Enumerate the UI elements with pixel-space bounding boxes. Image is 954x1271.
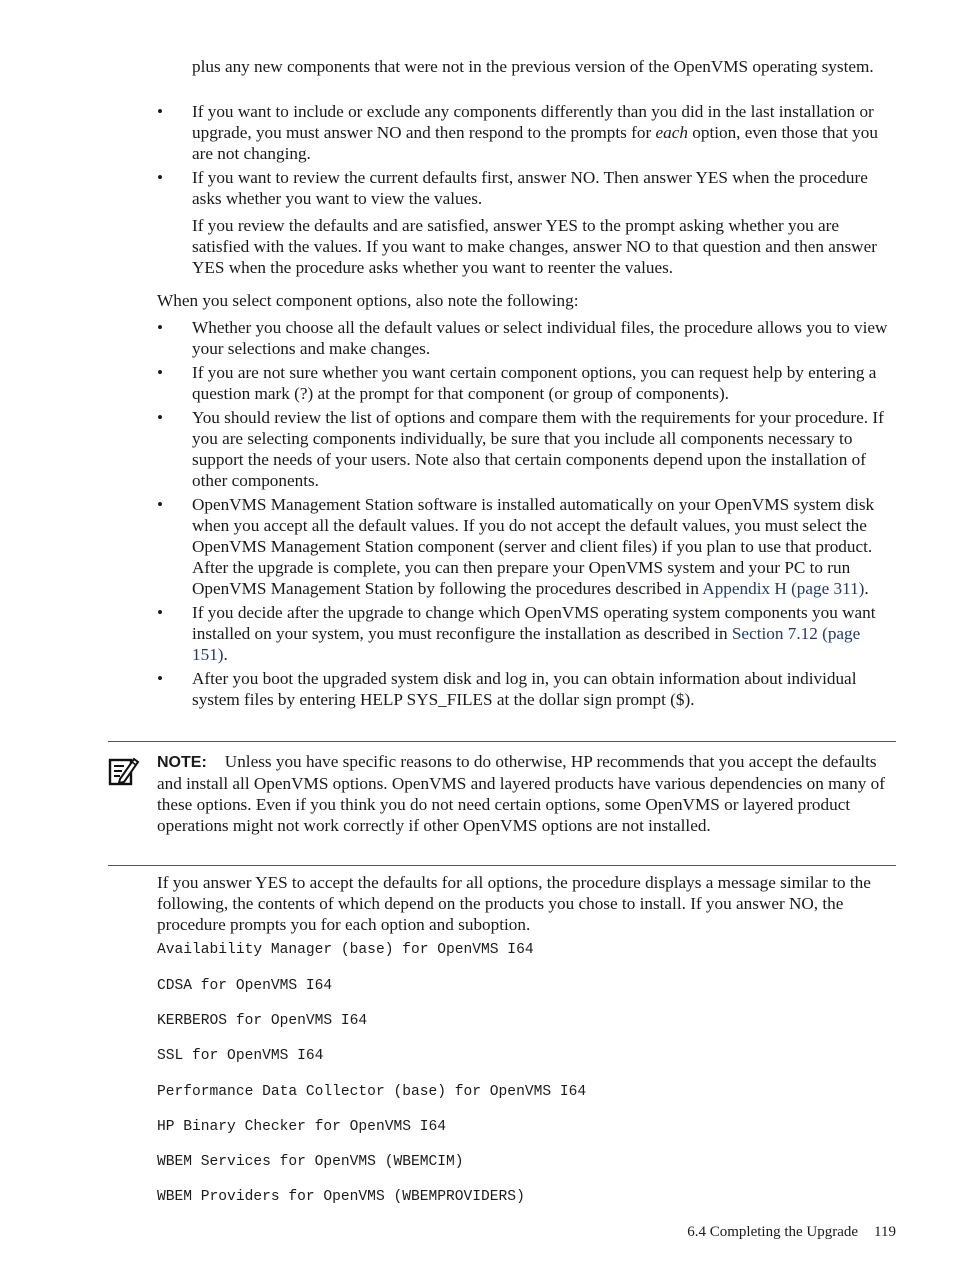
list-item: [157, 167, 900, 278]
list-item: [157, 602, 900, 665]
list-item: [157, 407, 900, 491]
bullet-list-top: [157, 101, 900, 281]
list-item: [157, 317, 900, 359]
note-box: [108, 741, 896, 866]
bullet-marker: •: [157, 168, 164, 187]
code-line: WBEM Services for OpenVMS (WBEMCIM): [157, 1154, 464, 1170]
footer-section-title: 6.4 Completing the Upgrade: [687, 1224, 859, 1240]
bullet-text: If you want to include or exclude any components differently than you did in the last installation or upgrade, you must answer NO and then respond to the prompts for each option, even those that you are not changing.: [192, 102, 878, 163]
code-line: Performance Data Collector (base) for OpenVMS I64: [157, 1084, 587, 1100]
page-number: 119: [874, 1224, 896, 1240]
code-line: CDSA for OpenVMS I64: [157, 978, 333, 994]
page-footer: [687, 1222, 896, 1243]
intro-continuation: plus any new components that were not in the previous version of the OpenVMS operating system.: [192, 57, 874, 76]
bullet-text: Whether you choose all the default values or select individual files, the procedure allows you to view your selections and make changes.: [192, 318, 888, 358]
bullet-marker: •: [157, 603, 164, 622]
bullet-text: If you are not sure whether you want certain component options, you can request help by entering a question mark (?) at the prompt for that component (or group of components).: [192, 363, 877, 403]
list-item: [157, 101, 900, 164]
bullet-text: After you boot the upgraded system disk and log in, you can obtain information about individual system files by entering HELP SYS_FILES at the dollar sign prompt ($).: [192, 669, 857, 709]
list-item: [157, 494, 900, 599]
bullet-text: If you want to review the current defaults first, answer NO. Then answer YES when the procedure asks whether you want to view the values.: [192, 168, 868, 208]
bullet-marker: •: [157, 408, 164, 427]
bullet-marker: •: [157, 495, 164, 514]
bullet-list-main: [157, 317, 900, 713]
bullet-marker: •: [157, 363, 164, 382]
code-line: Availability Manager (base) for OpenVMS I64: [157, 942, 534, 958]
bullet-marker: •: [157, 318, 164, 337]
bullet-marker: •: [157, 669, 164, 688]
note-label: NOTE:: [157, 754, 207, 771]
appendix-h-link[interactable]: Appendix H (page 311): [702, 579, 865, 598]
code-line: SSL for OpenVMS I64: [157, 1048, 324, 1064]
code-line: KERBEROS for OpenVMS I64: [157, 1013, 368, 1029]
code-line: WBEM Providers for OpenVMS (WBEMPROVIDERS): [157, 1189, 525, 1205]
code-line: HP Binary Checker for OpenVMS I64: [157, 1119, 447, 1135]
list-item: [157, 668, 900, 710]
note-text: NOTE: Unless you have specific reasons to do otherwise, HP recommends that you accept the defaults and install all OpenVMS options. OpenVMS and layered products have various dependencies on many of these options. Even if you think you do not need certain options, some OpenVMS or layered product operations might not work correctly if other OpenVMS options are not installed.: [157, 752, 885, 835]
section-7-12-link[interactable]: Section 7.12 (page 151): [192, 624, 861, 664]
bullet-text: If you decide after the upgrade to change which OpenVMS operating system components you want installed on your system, you must reconfigure the installation as described in Section 7.12 (page 151).: [192, 603, 876, 664]
list-item: [157, 362, 900, 404]
component-options-intro: When you select component options, also note the following:: [157, 291, 579, 310]
defaults-paragraph: If you answer YES to accept the defaults for all options, the procedure displays a message similar to the following, the contents of which depend on the products you chose to install. If you answer NO, the procedure prompts you for each option and suboption.: [157, 873, 871, 934]
note-pencil-icon: [108, 755, 140, 787]
bullet-text: OpenVMS Management Station software is installed automatically on your OpenVMS system disk when you accept all the default values. If you do not accept the default values, you must select the OpenVMS Management Station component (server and client files) if you plan to use that product. After the upgrade is complete, you can then prepare your OpenVMS system and your PC to run OpenVMS Management Station by following the procedures described in Appendix H (page 311).: [192, 495, 875, 598]
bullet-marker: •: [157, 102, 164, 121]
bullet-text: You should review the list of options and compare them with the requirements for your procedure. If you are selecting components individually, be sure that you include all components necessary to support the needs of your users. Note also that certain components depend upon the installation of other components.: [192, 408, 884, 490]
bullet-followup-text: If you review the defaults and are satisfied, answer YES to the prompt asking whether you are satisfied with the values. If you want to make changes, answer NO to that question and then answer YES when the procedure asks whether you want to reenter the values.: [192, 216, 877, 277]
